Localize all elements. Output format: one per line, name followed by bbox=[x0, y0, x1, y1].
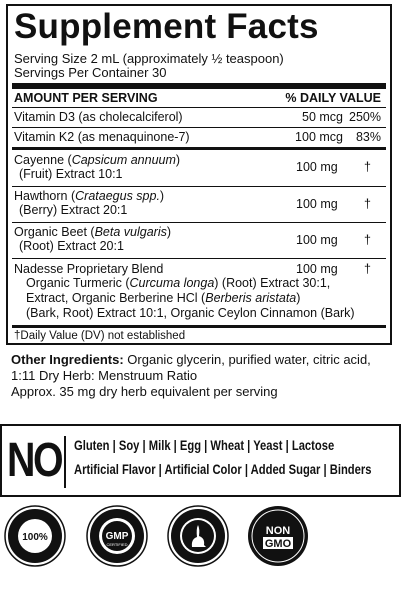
vitamin-amount: 50 mcg bbox=[302, 110, 343, 124]
gmp-badge-text: GMP bbox=[105, 531, 129, 542]
medium-divider bbox=[12, 325, 386, 328]
blend-ingredients-line: (Bark, Root) Extract 10:1, Organic Ceylon Cinnamon (Bark) bbox=[26, 306, 355, 320]
ingredient-amount: 100 mg bbox=[296, 160, 338, 174]
supplement-facts-panel bbox=[6, 4, 392, 345]
no-label: NO bbox=[7, 434, 62, 487]
gmp-badge-icon bbox=[86, 505, 148, 567]
blend-ingredients-line: Extract, Organic Berberine HCl (Berberis aristata) bbox=[26, 291, 301, 305]
herb-equivalent: Approx. 35 mg dry herb equivalent per serving bbox=[11, 384, 278, 399]
panel-title: Supplement Facts bbox=[14, 7, 319, 46]
quality-badge-text: 100% bbox=[22, 532, 48, 543]
vitamin-dv: 250% bbox=[349, 110, 381, 124]
footnote: †Daily Value (DV) not established bbox=[14, 330, 186, 342]
blend-amount: 100 mg bbox=[296, 262, 338, 276]
dagger-mark: † bbox=[364, 233, 371, 247]
divider bbox=[12, 127, 386, 128]
non-gmo-badge-icon bbox=[247, 505, 309, 567]
vitamin-name: Vitamin D3 (as cholecalciferol) bbox=[14, 110, 183, 124]
servings-per-container: Servings Per Container 30 bbox=[14, 65, 167, 80]
ingredient-name: Cayenne (Capsicum annuum) bbox=[14, 153, 181, 167]
serving-size: Serving Size 2 mL (approximately ½ teaspoon) bbox=[14, 51, 284, 66]
other-ingredients: Other Ingredients: Organic glycerin, purified water, citric acid, bbox=[11, 352, 371, 367]
medium-divider bbox=[12, 147, 386, 150]
divider bbox=[12, 258, 386, 259]
ingredient-name: Organic Beet (Beta vulgaris) bbox=[14, 225, 172, 239]
dagger-mark: † bbox=[364, 197, 371, 211]
vitamin-name: Vitamin K2 (as menaquinone-7) bbox=[14, 130, 190, 144]
header-amount-per-serving: AMOUNT PER SERVING bbox=[14, 91, 158, 105]
vitamin-dv: 83% bbox=[355, 130, 381, 144]
banner-divider bbox=[64, 436, 66, 488]
divider bbox=[12, 107, 386, 108]
dagger-mark: † bbox=[364, 160, 371, 174]
non-gmo-text: NON bbox=[265, 525, 291, 537]
cruelty-free-badge-icon bbox=[167, 505, 229, 567]
blend-ingredients-line: Organic Turmeric (Curcuma longa) (Root) Extract 30:1, bbox=[26, 276, 331, 290]
divider bbox=[12, 186, 386, 187]
free-from-line: Artificial Flavor | Artificial Color | Added Sugar | Binders bbox=[74, 462, 372, 477]
dagger-mark: † bbox=[364, 262, 371, 276]
vitamin-amount: 100 mcg bbox=[295, 130, 343, 144]
free-from-banner bbox=[0, 424, 401, 497]
ingredient-extract: (Fruit) Extract 10:1 bbox=[19, 167, 123, 181]
ingredient-extract: (Berry) Extract 20:1 bbox=[19, 203, 128, 217]
ingredient-amount: 100 mg bbox=[296, 197, 338, 211]
ingredient-name: Hawthorn (Crataegus spp.) bbox=[14, 189, 165, 203]
header-daily-value: % DAILY VALUE bbox=[285, 91, 381, 105]
gmp-badge-subtext: CERTIFIED bbox=[106, 542, 128, 547]
free-from-line: Gluten | Soy | Milk | Egg | Wheat | Yeast | Lactose bbox=[74, 438, 335, 453]
divider bbox=[12, 222, 386, 223]
ingredient-extract: (Root) Extract 20:1 bbox=[19, 239, 124, 253]
menstruum-ratio: 1:11 Dry Herb: Menstruum Ratio bbox=[11, 368, 198, 383]
ingredient-amount: 100 mg bbox=[296, 233, 338, 247]
non-gmo-text: GMO bbox=[264, 538, 292, 550]
blend-name: Nadesse Proprietary Blend bbox=[14, 262, 164, 276]
quality-badge-icon bbox=[4, 505, 66, 567]
thick-divider bbox=[12, 83, 386, 89]
